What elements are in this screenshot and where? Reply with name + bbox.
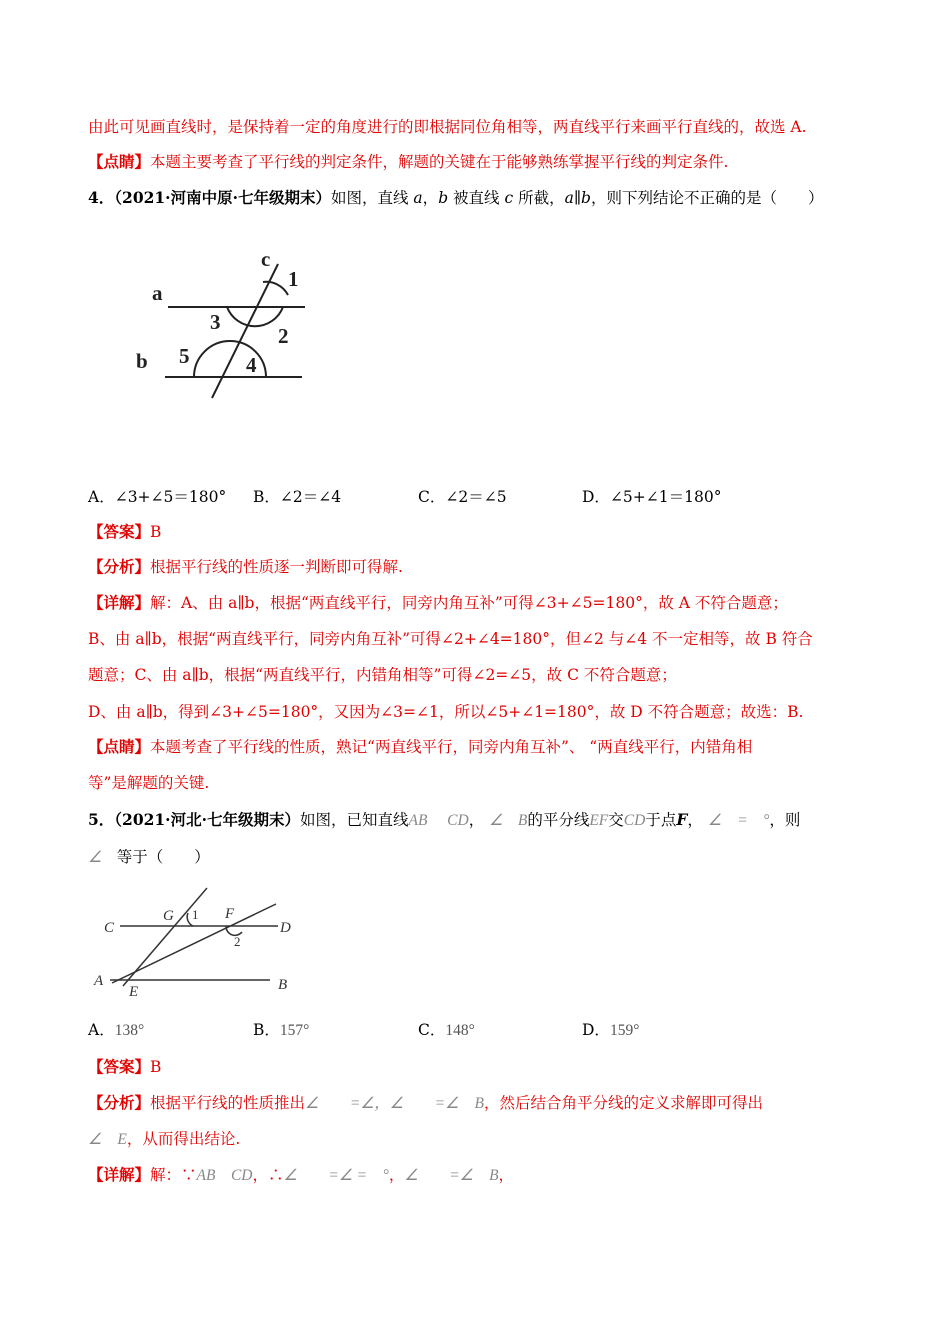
note-text: 本题主要考查了平行线的判定条件，解题的关键在于能够熟练掌握平行线的判定条件.: [150, 153, 729, 171]
label-F: F: [225, 906, 235, 922]
q5-option-d[interactable]: D．159°: [582, 1021, 640, 1039]
q4-var-c: c: [504, 189, 514, 207]
q5-option-a[interactable]: A．138°: [88, 1021, 145, 1039]
q4-answer: 【答案】B: [88, 522, 162, 541]
q5-figure: [88, 882, 308, 1002]
q5-option-b[interactable]: B．157°: [253, 1021, 310, 1039]
q4-option-a[interactable]: A．∠3+∠5＝180°: [88, 488, 227, 506]
q5-source: （2021·河北·七年级期末）: [114, 810, 300, 829]
q4-source: （2021·河南中原·七年级期末）: [114, 188, 331, 207]
label-B: B: [278, 977, 288, 993]
label-a: a: [152, 281, 163, 305]
q4-option-b[interactable]: B．∠2＝∠4: [253, 488, 342, 506]
q4-detail-1: 【详解】解：A、由 a∥b，根据“两直线平行，同旁内角互补”可得∠3+∠5=180°，故 A 不符合题意；: [88, 593, 788, 612]
q4-var-b: b: [438, 189, 449, 207]
angle-3: 3: [210, 310, 221, 334]
q4-stem-b: 被直线: [448, 189, 505, 207]
q4-detail-3: 题意；C、由 a∥b，根据“两直线平行，内错角相等”可得∠2=∠5，故 C 不符合题意；: [88, 666, 677, 684]
label-b: b: [136, 349, 148, 373]
label-A: A: [94, 973, 104, 989]
q4-stem-a: 如图，直线: [330, 189, 414, 207]
angle-2: 2: [278, 324, 289, 348]
q5-number: 5．: [88, 810, 115, 829]
prev-solution-line: 由此可见画直线时，是保持着一定的角度进行的即根据同位角相等，两直线平行来画平行直线的，故选 A.: [88, 118, 807, 136]
q4-comma: ，: [422, 189, 439, 207]
angle-1: 1: [288, 267, 299, 291]
q4-stem-c: 所截，: [513, 189, 565, 207]
q4-detail-2: B、由 a∥b，根据“两直线平行，同旁内角互补”可得∠2+∠4=180°，但∠2 与∠4 不一定相等，故 B 符合: [88, 630, 813, 648]
q5-stem: 5．（2021·河北·七年级期末）如图，已知直线AB CD， ∠ B的平分线EF交CD于点F， ∠ = °，则: [88, 810, 801, 829]
angle-4: 4: [246, 353, 257, 377]
q4-note-2: 等”是解题的关键.: [88, 774, 210, 792]
q4-note-1: 【点睛】本题考查了平行线的性质，熟记“两直线平行，同旁内角互补”、 “两直线平行，内错角相: [88, 737, 753, 756]
q5-analysis: 【分析】根据平行线的性质推出∠ =∠，∠ =∠ B，然后结合角平分线的定义求解即可得出: [88, 1093, 764, 1112]
q4-figure: [130, 240, 320, 410]
q4-option-c[interactable]: C．∠2＝∠5: [418, 488, 507, 506]
label-D: D: [280, 920, 291, 936]
label-E: E: [129, 984, 139, 1000]
q4-detail-4: D、由 a∥b，得到∠3+∠5=180°，又因为∠3=∠1，所以∠5+∠1=180°，故 D 不符合题意；故选：B.: [88, 703, 804, 721]
note-tag: 【点睛】: [88, 152, 151, 171]
angle-2-label: 2: [234, 934, 241, 949]
label-G: G: [163, 908, 174, 924]
q4-var-a: a: [413, 189, 423, 207]
q5-stem-2: ∠ 等于（ ）: [88, 848, 210, 866]
q4-stem: [88, 187, 823, 209]
q4-parallel: a∥b: [564, 189, 591, 207]
label-C: C: [104, 920, 115, 936]
q4-option-d[interactable]: D．∠5+∠1＝180°: [582, 488, 722, 506]
q5-detail: 【详解】解：∵AB CD，∴∠ =∠ = °，∠ =∠ B，: [88, 1165, 515, 1184]
angle-5: 5: [179, 344, 190, 368]
q5-analysis-2: ∠ E，从而得出结论.: [88, 1130, 241, 1148]
angle-1-label: 1: [192, 907, 199, 922]
q4-analysis: 【分析】根据平行线的性质逐一判断即可得解.: [88, 557, 403, 576]
q4-number: 4．: [88, 188, 115, 207]
label-c: c: [261, 247, 271, 271]
q5-option-c[interactable]: C．148°: [418, 1021, 475, 1039]
q4-stem-d: ，则下列结论不正确的是（ ）: [590, 189, 824, 207]
q5-answer: 【答案】B: [88, 1057, 162, 1076]
prev-note-line: [88, 151, 728, 173]
